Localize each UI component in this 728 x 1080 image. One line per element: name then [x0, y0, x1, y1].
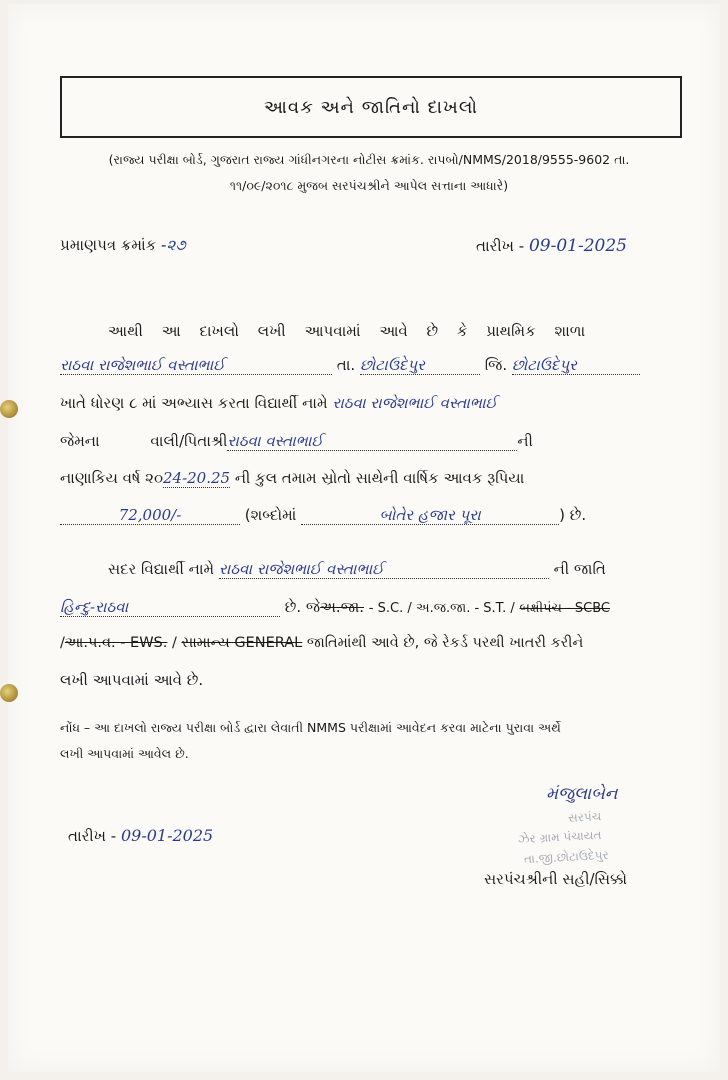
para2-student-name: રાઠવા રાજેશભાઈ વસ્તાભાઈ: [219, 560, 549, 579]
sebc-strike: બક્ષીપંચ - SCBC: [519, 601, 610, 616]
bottom-date: [68, 826, 213, 845]
title-box: [60, 76, 682, 138]
issue-date-label: તારીખ -: [476, 237, 525, 255]
certificate-number-label: પ્રમાણપત્ર ક્રમાંક -: [60, 236, 167, 254]
ews-strike: આ.પ.વ. - EWS.: [64, 635, 168, 651]
para1-line6: [60, 506, 586, 525]
certificate-number-value: ૨૭: [166, 236, 186, 254]
financial-year-prefix: નાણાકિય વર્ષ ૨૦: [60, 469, 163, 487]
financial-year-value: 24-20.25: [162, 469, 231, 487]
income-value: 72,000/-: [60, 506, 240, 525]
para1-line4: [60, 432, 670, 451]
guardian-name: રાઠવા વસ્તાભાઈ: [227, 432, 517, 451]
bottom-date-label: તારીખ -: [68, 827, 117, 845]
sign-caption: સરપંચશ્રીની સહી/સિક્કો: [484, 870, 628, 888]
para1-line4-suffix: ની: [517, 432, 533, 450]
para1-line3-prefix: ખાતે ધોરણ ૮ માં અભ્યાસ કરતા વિદ્યાર્થી નામે: [60, 394, 328, 412]
para1-line5: [60, 469, 524, 487]
para2-line1: [108, 560, 606, 579]
guardian-label: વાલી/પિતાશ્રી: [150, 432, 228, 450]
taluka-value: છોટાઉદેપુર: [360, 356, 480, 375]
bottom-date-value: 09-01-2025: [120, 826, 214, 845]
caste-value: હિન્દુ-રાઠવા: [60, 598, 280, 617]
income-words: બોતેર હજાર પૂરા: [301, 506, 559, 525]
para1-line4-prefix: જેમના: [60, 432, 100, 450]
para2-line2-text: છે. જે: [284, 598, 321, 616]
sc-text: - S.C. / અ.જ.જા. - S.T. /: [368, 601, 515, 616]
para1-line1: આથી આ દાખલો લખી આપવામાં આવે છે કે પ્રાથમિક શાળા: [108, 322, 586, 340]
sc-strike: અ.જા.: [320, 598, 365, 616]
page-title: આવક અને જાતિનો દાખલો: [264, 96, 478, 118]
issue-date-value: 09-01-2025: [528, 236, 627, 256]
issue-date: [476, 236, 627, 256]
para2-prefix: સદર વિદ્યાર્થી નામે: [108, 560, 215, 578]
para2-suffix: ની જાતિ: [553, 560, 606, 578]
para2-line3: /આ.પ.વ. - EWS. / સામાન્ય GENERAL જાતિમાંથી આવે છે, જે રેકર્ડ પરથી ખાતરી કરીને: [60, 635, 584, 651]
para2-line3-prefix: /: [60, 635, 65, 651]
district-label: જિ.: [484, 356, 508, 374]
pin-icon: [0, 684, 18, 702]
pin-icon: [0, 400, 18, 418]
note-line-2: લખી આપવામાં આવેલ છે.: [60, 746, 189, 761]
para2-line4: લખી આપવામાં આવે છે.: [60, 671, 204, 689]
subtitle-line-1: (રાજ્ય પરીક્ષા બોર્ડ, ગુજરાત રાજ્ય ગાંધીનગરના નોટીસ ક્રમાંક. રાપબો/NMMS/2018/9555-9602 તા.: [108, 152, 630, 167]
certificate-page: [8, 4, 720, 1072]
subtitle-line-2: ૧૧/૦૯/૨૦૧૮ મુજબ સરપંચશ્રીને આપેલ સત્તાના આધારે): [229, 178, 509, 193]
para1-line3: [60, 394, 497, 412]
school-name: રાઠવા રાજેશભાઈ વસ્તાભાઈ: [60, 356, 332, 375]
district-value: છોટાઉદેપુર: [512, 356, 640, 375]
general-strike: સામાન્ય GENERAL: [181, 635, 303, 651]
para1-line2: [60, 356, 640, 375]
stamp-line-3: તા.જી.છોટાઉદેપુર: [523, 847, 610, 867]
note-line-1: નોંધ – આ દાખલો રાજ્ય પરીક્ષા બોર્ડ દ્વારા લેવાતી NMMS પરીક્ષામાં આવેદન કરવા માટેના પુરાવા અર્થે: [60, 720, 561, 735]
stamp-line-2: ઝેર ગ્રામ પંચાયત: [517, 827, 602, 847]
signature: મંજુલાબેન: [546, 784, 618, 804]
income-words-label: (શબ્દોમાં: [244, 506, 297, 524]
stamp-line-1: સરપંચ: [567, 809, 602, 825]
financial-year-suffix: ની કુલ તમામ સ્રોતો સાથેની વાર્ષિક આવક રૂપિયા: [234, 469, 525, 487]
income-words-close: ) છે.: [559, 506, 587, 524]
student-name: રાઠવા રાજેશભાઈ વસ્તાભાઈ: [332, 394, 498, 412]
para2-line2: [60, 598, 610, 617]
para2-line3-suffix: જાતિમાંથી આવે છે, જે રેકર્ડ પરથી ખાતરી કરીને: [306, 635, 584, 651]
taluka-label: તા.: [336, 356, 356, 374]
certificate-number: [60, 236, 186, 254]
